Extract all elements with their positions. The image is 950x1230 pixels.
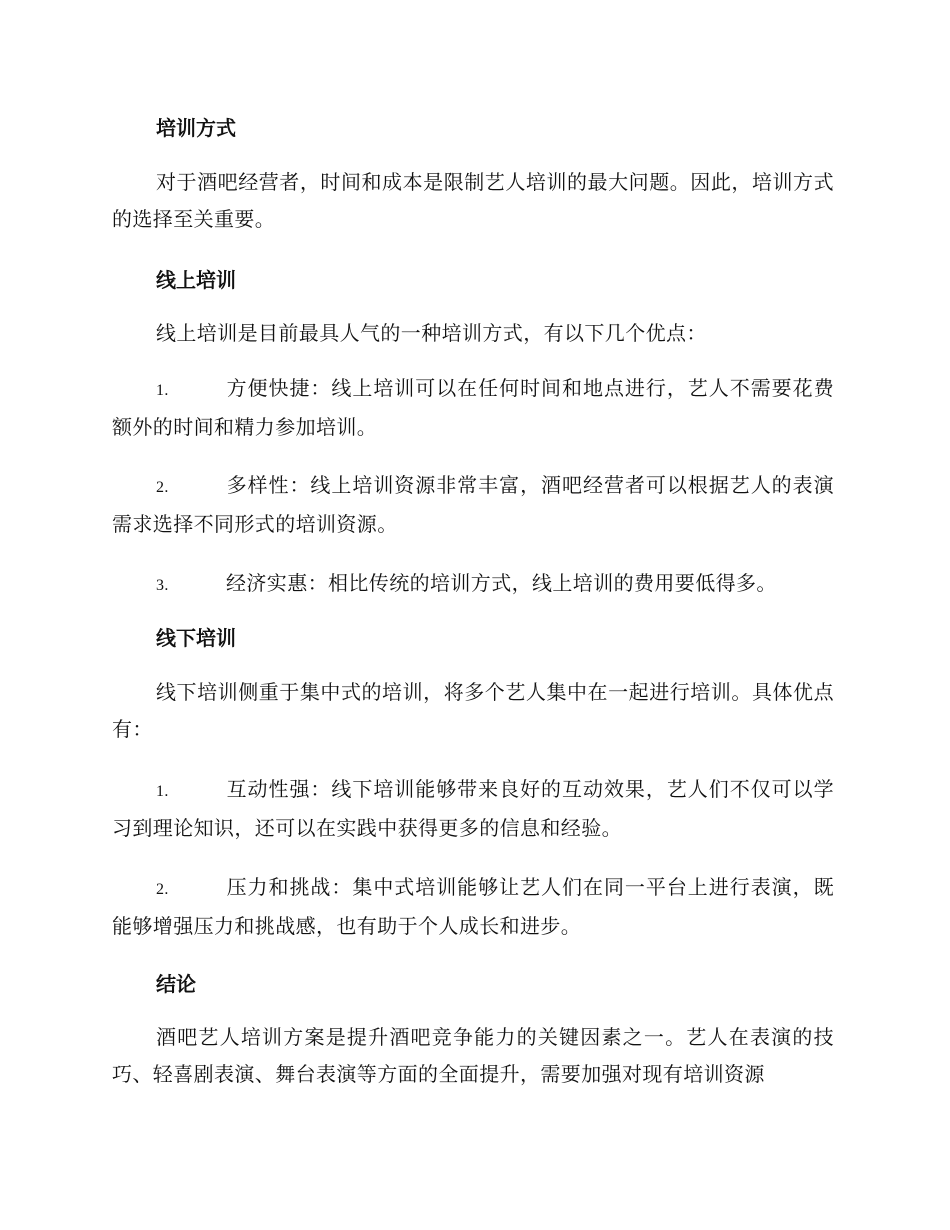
list-item-number: 1. xyxy=(156,783,169,800)
list-item-number: 2. xyxy=(156,479,169,496)
section-heading-conclusion: 结论 xyxy=(156,972,196,996)
list-item-text: 互动性强：线下培训能够带来良好的互动效果，艺人们不仅可以学习到理论知识，还可以在实践中获得更多的信息和经验。 xyxy=(112,777,834,840)
list-item xyxy=(112,565,834,604)
list-item-number: 1. xyxy=(156,382,169,399)
list-item xyxy=(112,370,834,446)
paragraph: 对于酒吧经营者，时间和成本是限制艺人培训的最大问题。因此，培训方式的选择至关重要。 xyxy=(112,170,834,231)
paragraph: 酒吧艺人培训方案是提升酒吧竞争能力的关键因素之一。艺人在表演的技巧、轻喜剧表演、舞台表演等方面的全面提升，需要加强对现有培训资源 xyxy=(112,1025,834,1086)
list-item xyxy=(112,771,834,847)
paragraph: 线下培训侧重于集中式的培训，将多个艺人集中在一起进行培训。具体优点有： xyxy=(112,680,834,741)
list-item-text: 压力和挑战：集中式培训能够让艺人们在同一平台上进行表演，既能够增强压力和挑战感，也有助于个人成长和进步。 xyxy=(112,875,834,938)
section-heading-offline-training: 线下培训 xyxy=(156,626,236,650)
list-item xyxy=(112,467,834,543)
list-item-number: 3. xyxy=(156,577,169,594)
paragraph: 线上培训是目前最具人气的一种培训方式，有以下几个优点： xyxy=(156,321,707,345)
section-heading-online-training: 线上培训 xyxy=(156,268,236,292)
list-item-text: 方便快捷：线上培训可以在任何时间和地点进行，艺人不需要花费额外的时间和精力参加培训。 xyxy=(112,376,834,439)
list-item-number: 2. xyxy=(156,881,169,898)
section-heading-training-methods: 培训方式 xyxy=(156,116,236,140)
list-item xyxy=(112,869,834,945)
list-item-text: 经济实惠：相比传统的培训方式，线上培训的费用要低得多。 xyxy=(226,571,777,595)
list-item-text: 多样性：线上培训资源非常丰富，酒吧经营者可以根据艺人的表演需求选择不同形式的培训资源。 xyxy=(112,473,834,536)
